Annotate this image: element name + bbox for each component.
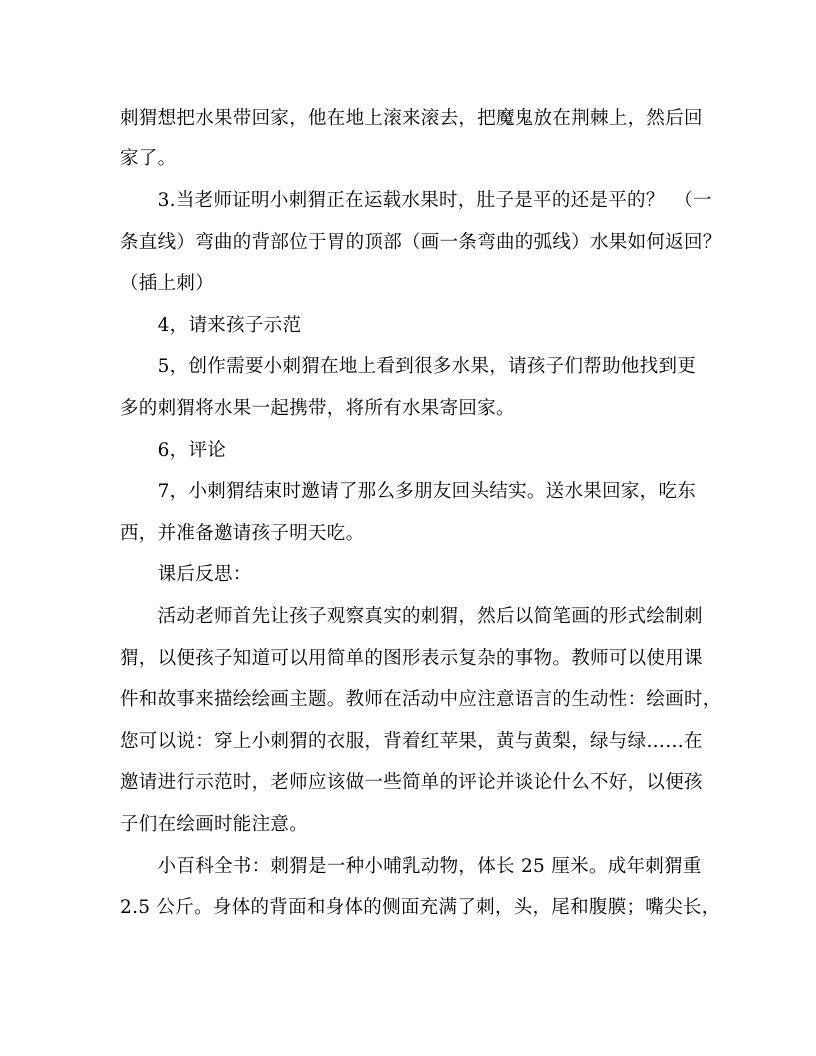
text-line: 5，创作需要小刺猬在地上看到很多水果，请孩子们帮助他找到更	[120, 356, 697, 377]
text-line: 多的刺猬将水果一起携带，将所有水果寄回家。	[120, 398, 515, 419]
text-line: 西，并准备邀请孩子明天吃。	[120, 523, 365, 544]
text-line: （插上刺）	[120, 273, 215, 294]
text-line: 子们在绘画时能注意。	[120, 814, 309, 835]
text-line: 刺猬想把水果带回家，他在地上滚来滚去，把魔鬼放在荆棘上，然后回	[120, 108, 703, 129]
text-line: 6，评论	[120, 440, 227, 461]
text-line: 猬，以便孩子知道可以用简单的图形表示复杂的事物。教师可以使用课	[120, 648, 703, 669]
text-line: 您可以说：穿上小刺猬的衣服，背着红苹果，黄与黄梨，绿与绿……在	[120, 731, 703, 752]
text-line: 条直线）弯曲的背部位于胃的顶部（画一条弯曲的弧线）水果如何返回？	[120, 232, 722, 253]
text-line: 小百科全书：刺猬是一种小哺乳动物，体长 25 厘米。成年刺猬重	[120, 856, 702, 877]
text-line: 2.5 公斤。身体的背面和身体的侧面充满了刺，头，尾和腹膜；嘴尖长，	[120, 897, 721, 918]
text-line: 邀请进行示范时，老师应该做一些简单的评论并谈论什么不好，以便孩	[120, 772, 703, 793]
text-line: 3.当老师证明小刺猬正在运载水果时，肚子是平的还是平的？ （一	[120, 190, 712, 211]
text-line: 件和故事来描绘绘画主题。教师在活动中应注意语言的生动性：绘画时，	[120, 689, 722, 710]
text-line: 7，小刺猬结束时邀请了那么多朋友回头结实。送水果回家，吃东	[120, 481, 697, 502]
text-line: 活动老师首先让孩子观察真实的刺猬，然后以简笔画的形式绘制刺	[120, 606, 703, 627]
text-line: 课后反思：	[120, 564, 252, 585]
text-line: 4，请来孩子示范	[120, 315, 302, 336]
text-line: 家了。	[120, 148, 177, 169]
